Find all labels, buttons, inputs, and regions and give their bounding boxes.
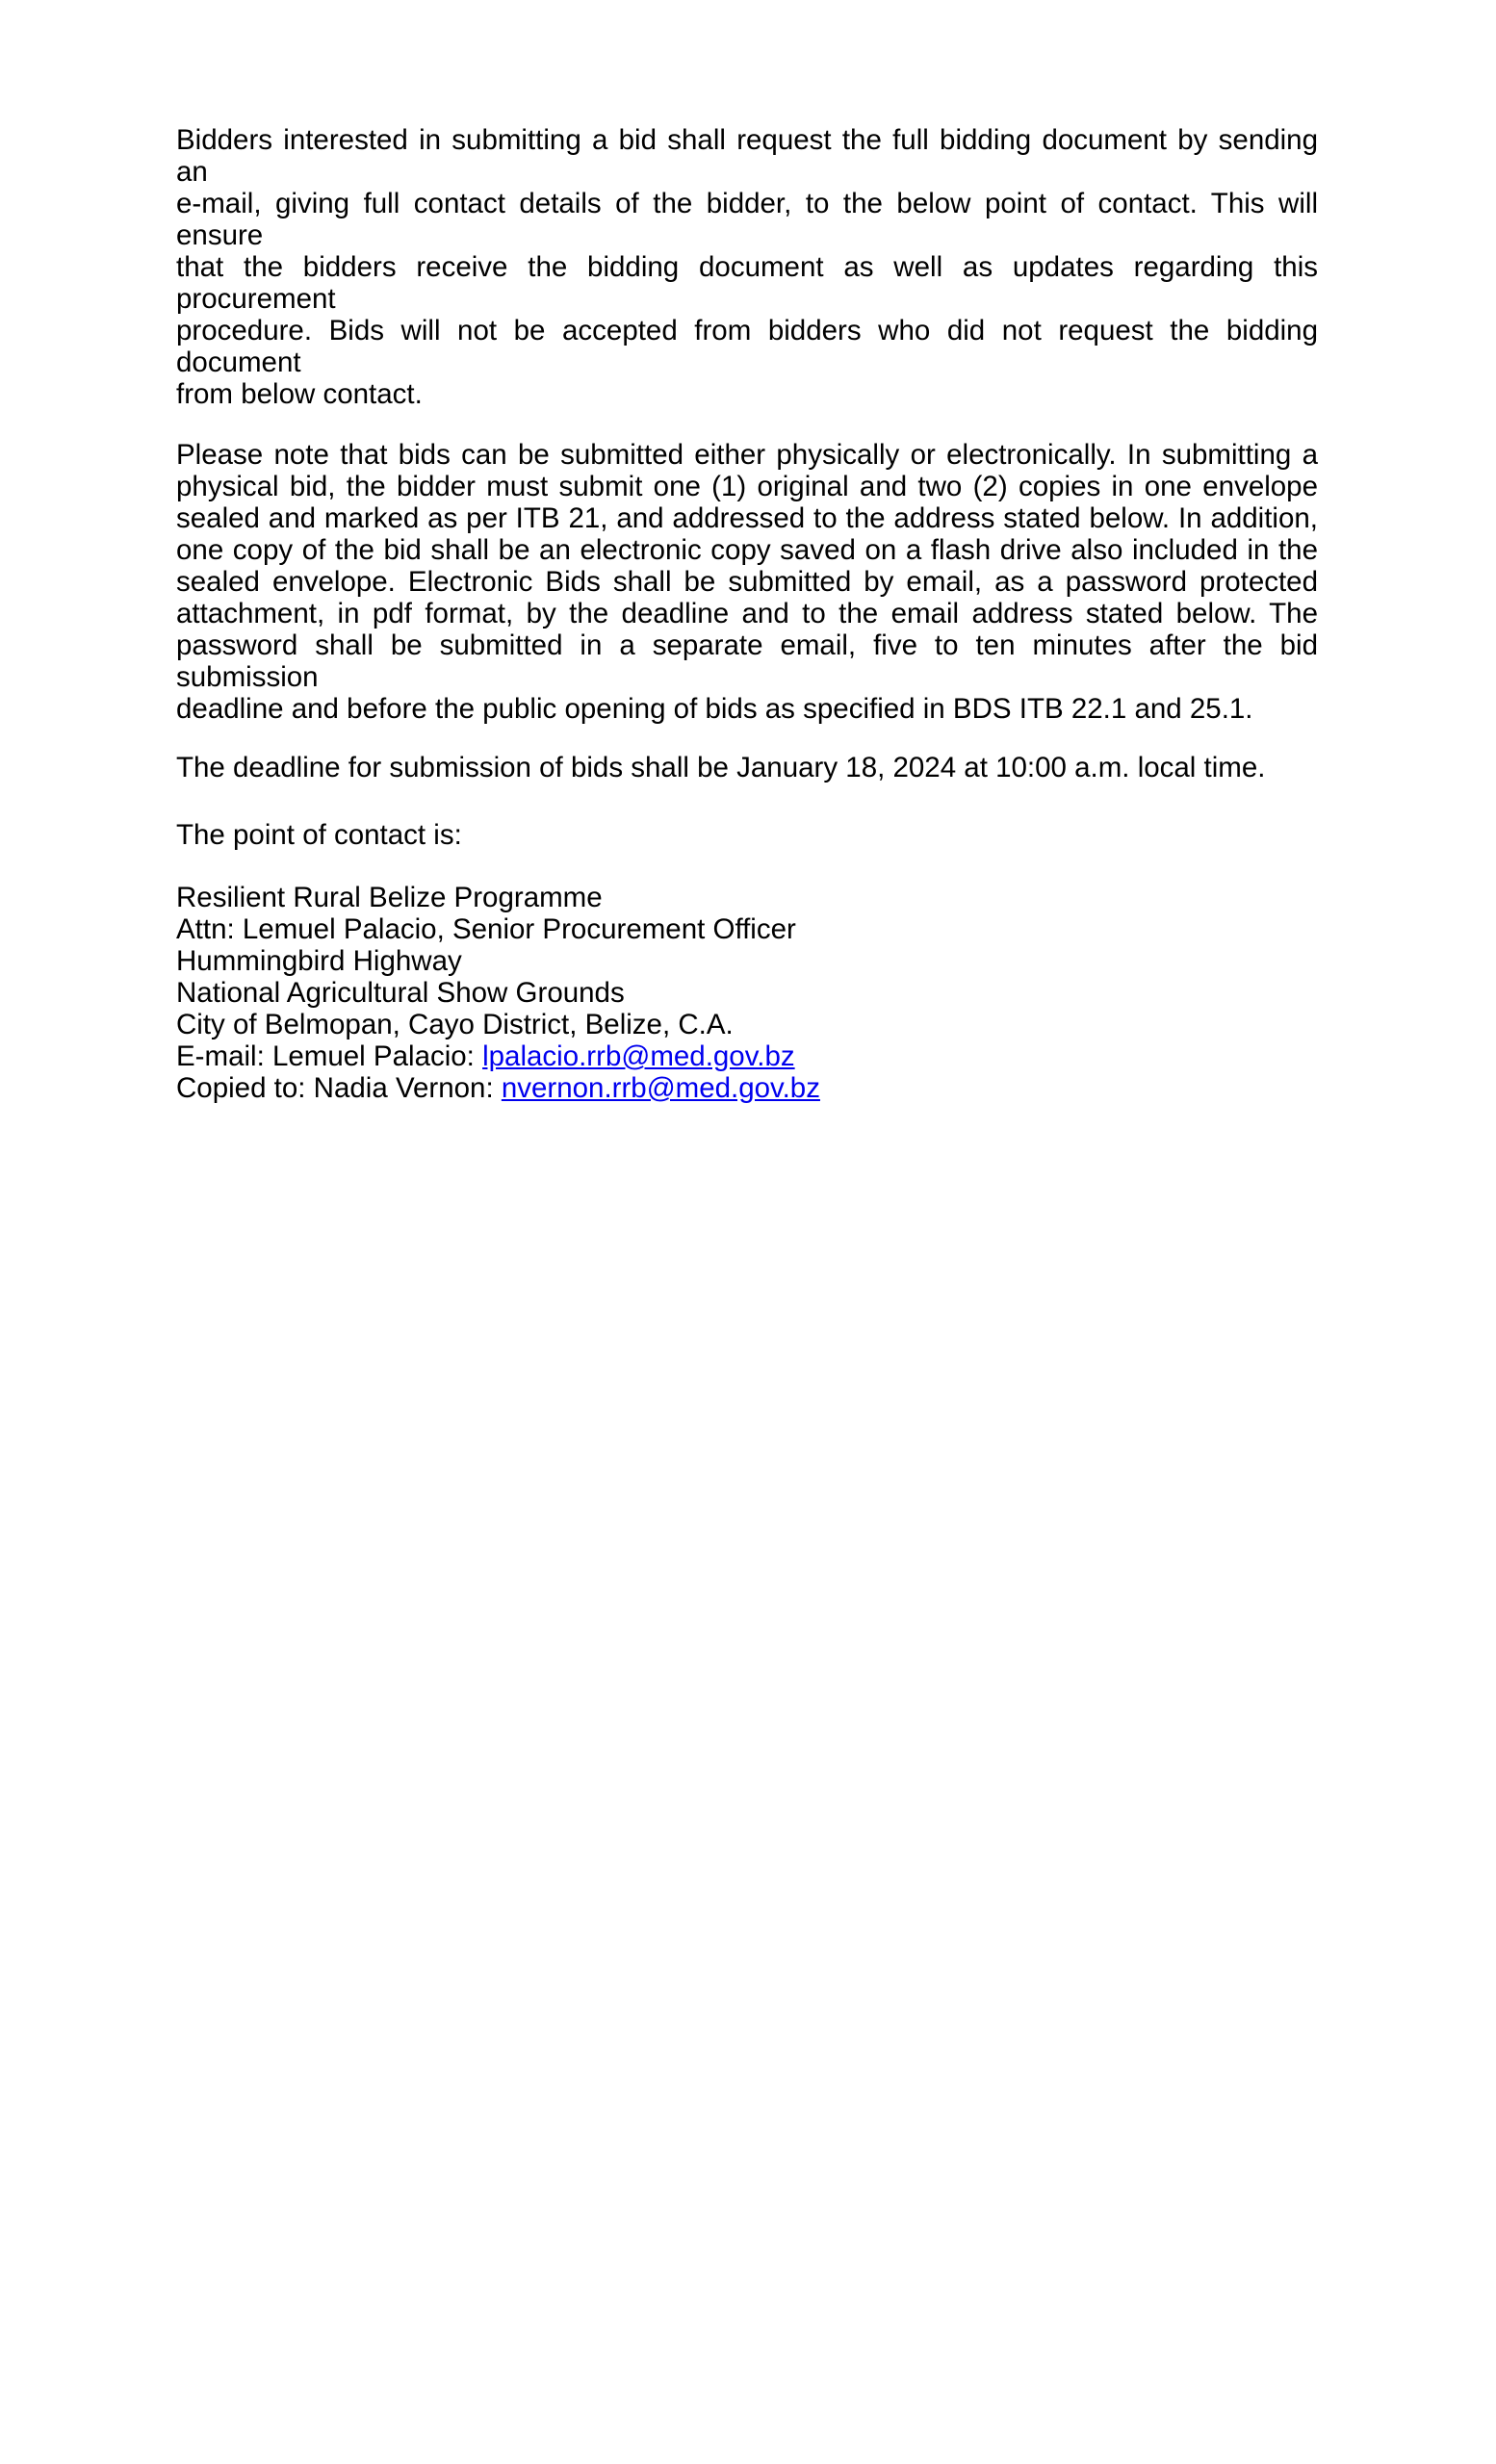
- paragraph-point-of-contact: [176, 819, 1318, 851]
- text-line: that the bidders receive the bidding document as well as updates regarding this procurement: [176, 251, 1318, 315]
- contact-address-grounds: National Agricultural Show Grounds: [176, 977, 625, 1009]
- paragraph-bid-request: [176, 124, 1318, 410]
- text-line: one copy of the bid shall be an electronic copy saved on a flash drive also included in the: [176, 534, 1318, 566]
- text-line: e-mail, giving full contact details of the bidder, to the below point of contact. This will ensure: [176, 188, 1318, 251]
- point-of-contact-label: The point of contact is:: [176, 819, 462, 851]
- text-line: procedure. Bids will not be accepted from bidders who did not request the bidding document: [176, 315, 1318, 378]
- text-line: attachment, in pdf format, by the deadline and to the email address stated below. The: [176, 598, 1318, 629]
- contact-attention: Attn: Lemuel Palacio, Senior Procurement Officer: [176, 913, 796, 945]
- paragraph-deadline: [176, 752, 1318, 783]
- contact-address-city: City of Belmopan, Cayo District, Belize, C.A.: [176, 1009, 734, 1040]
- contact-organization: Resilient Rural Belize Programme: [176, 882, 603, 913]
- contact-email-line: [176, 1040, 1318, 1072]
- paragraph-submission-instructions: [176, 439, 1318, 725]
- contact-copy-line: [176, 1072, 1318, 1104]
- email-link-lpalacio[interactable]: lpalacio.rrb@med.gov.bz: [482, 1040, 795, 1072]
- text-line: deadline and before the public opening of bids as specified in BDS ITB 22.1 and 25.1.: [176, 693, 1253, 725]
- text-line: sealed and marked as per ITB 21, and addressed to the address stated below. In addition,: [176, 502, 1318, 534]
- contact-copy-prefix: Copied to: Nadia Vernon:: [176, 1072, 502, 1104]
- text-line: The deadline for submission of bids shall be January 18, 2024 at 10:00 a.m. local time.: [176, 752, 1266, 783]
- contact-email-prefix: E-mail: Lemuel Palacio:: [176, 1040, 483, 1072]
- text-line: physical bid, the bidder must submit one (1) original and two (2) copies in one envelope: [176, 471, 1318, 502]
- contact-block: [176, 882, 1318, 1104]
- text-line: password shall be submitted in a separate email, five to ten minutes after the bid submission: [176, 629, 1318, 693]
- text-line: sealed envelope. Electronic Bids shall be submitted by email, as a password protected: [176, 566, 1318, 598]
- contact-address-street: Hummingbird Highway: [176, 945, 462, 977]
- page-content: [176, 124, 1318, 1104]
- text-line: Please note that bids can be submitted either physically or electronically. In submitting a: [176, 439, 1318, 471]
- text-line: from below contact.: [176, 378, 423, 410]
- text-line: Bidders interested in submitting a bid shall request the full bidding document by sending an: [176, 124, 1318, 188]
- email-link-nvernon[interactable]: nvernon.rrb@med.gov.bz: [501, 1072, 820, 1104]
